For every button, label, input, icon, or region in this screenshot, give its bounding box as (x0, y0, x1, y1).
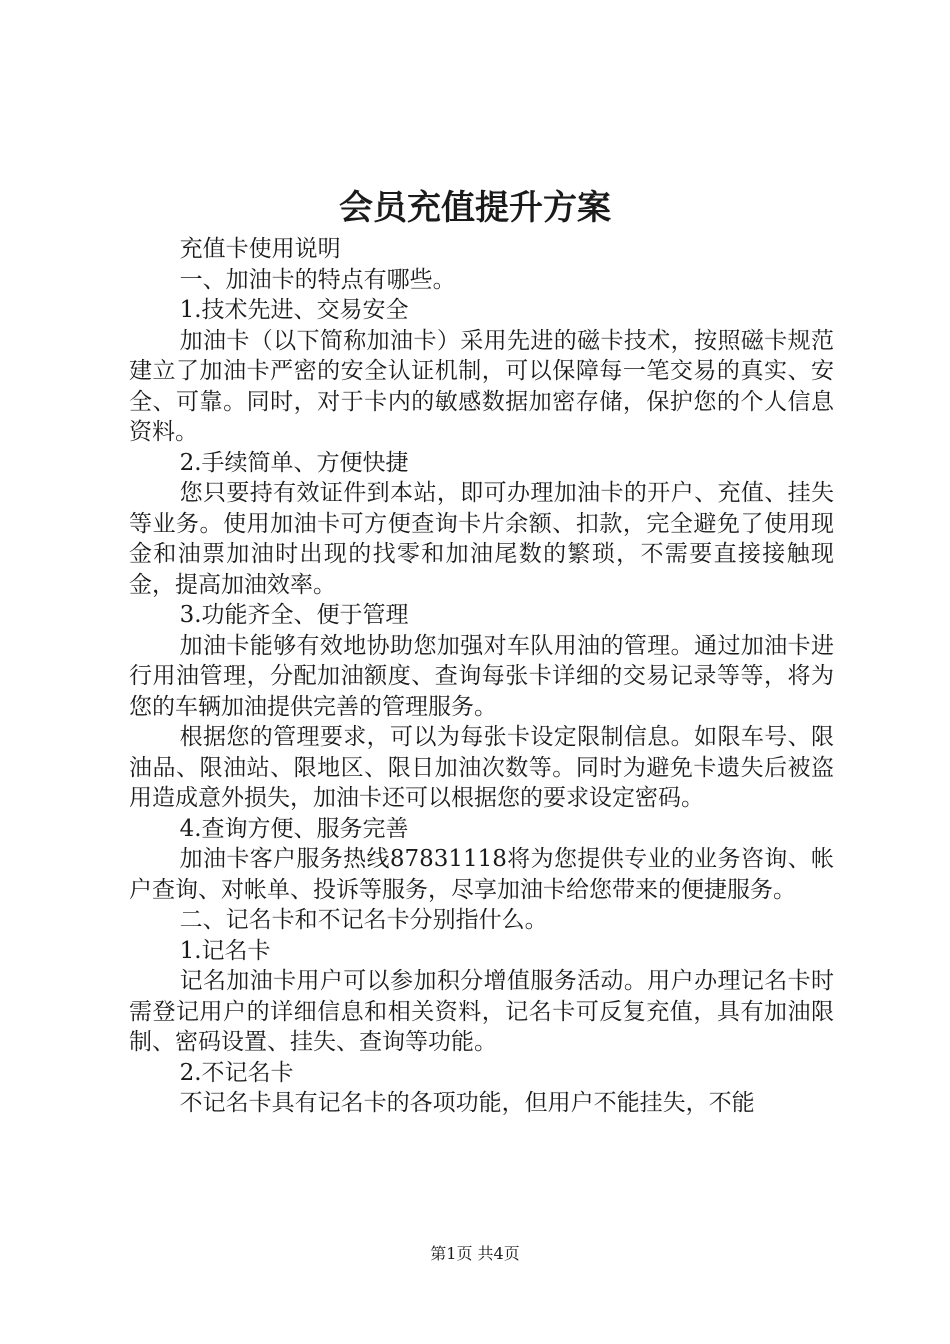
paragraph: 记名加油卡用户可以参加积分增值服务活动。用户办理记名卡时需登记用户的详细信息和相关资料，记名卡可反复充值，具有加油限制、密码设置、挂失、查询等功能。 (129, 968, 834, 1055)
subheading-1-2: 2.手续简单、方便快捷 (179, 449, 409, 476)
paragraph: 加油卡能够有效地协助您加强对车队用油的管理。通过加油卡进行用油管理，分配加油额度、查询每张卡详细的交易记录等等，将为您的车辆加油提供完善的管理服务。 (129, 632, 834, 720)
subheading-1-1: 1.技术先进、交易安全 (179, 297, 409, 323)
subheading-2-1: 1.记名卡 (179, 937, 271, 964)
paragraph: 根据您的管理要求，可以为每张卡设定限制信息。如限车号、限油品、限油站、限地区、限日加油次数等。同时为避免卡遗失后被盗用造成意外损失，加油卡还可以根据您的要求设定密码。 (129, 724, 834, 811)
subheading-1-3: 3.功能齐全、便于管理 (179, 602, 409, 628)
subheading-2-2: 2.不记名卡 (179, 1059, 294, 1086)
page-footer: 第1页 共4页 (430, 1244, 520, 1263)
paragraph: 加油卡客户服务热线87831118将为您提供专业的业务咨询、帐户查询、对帐单、投诉等服务，尽享加油卡给您带来的便捷服务。 (129, 846, 834, 903)
paragraph: 不记名卡具有记名卡的各项功能，但用户不能挂失，不能 (179, 1090, 755, 1116)
paragraph: 您只要持有效证件到本站，即可办理加油卡的开户、充值、挂失等业务。使用加油卡可方便查询卡片余额、扣款，完全避免了使用现金和油票加油时出现的找零和加油尾数的繁琐，不需要直接接触现金，提高加油效率。 (129, 480, 834, 598)
paragraph: 加油卡（以下简称加油卡）采用先进的磁卡技术，按照磁卡规范建立了加油卡严密的安全认证机制，可以保障每一笔交易的真实、安全、可靠。同时，对于卡内的敏感数据加密存储，保护您的个人信息资料。 (129, 327, 834, 445)
section-heading-1: 一、加油卡的特点有哪些。 (179, 266, 456, 293)
section-heading-2: 二、记名卡和不记名卡分别指什么。 (179, 907, 548, 933)
paragraph-subtitle: 充值卡使用说明 (179, 236, 341, 262)
subheading-1-4: 4.查询方便、服务完善 (179, 815, 409, 842)
document-body (129, 234, 834, 1119)
document-title: 会员充值提升方案 (339, 188, 611, 228)
